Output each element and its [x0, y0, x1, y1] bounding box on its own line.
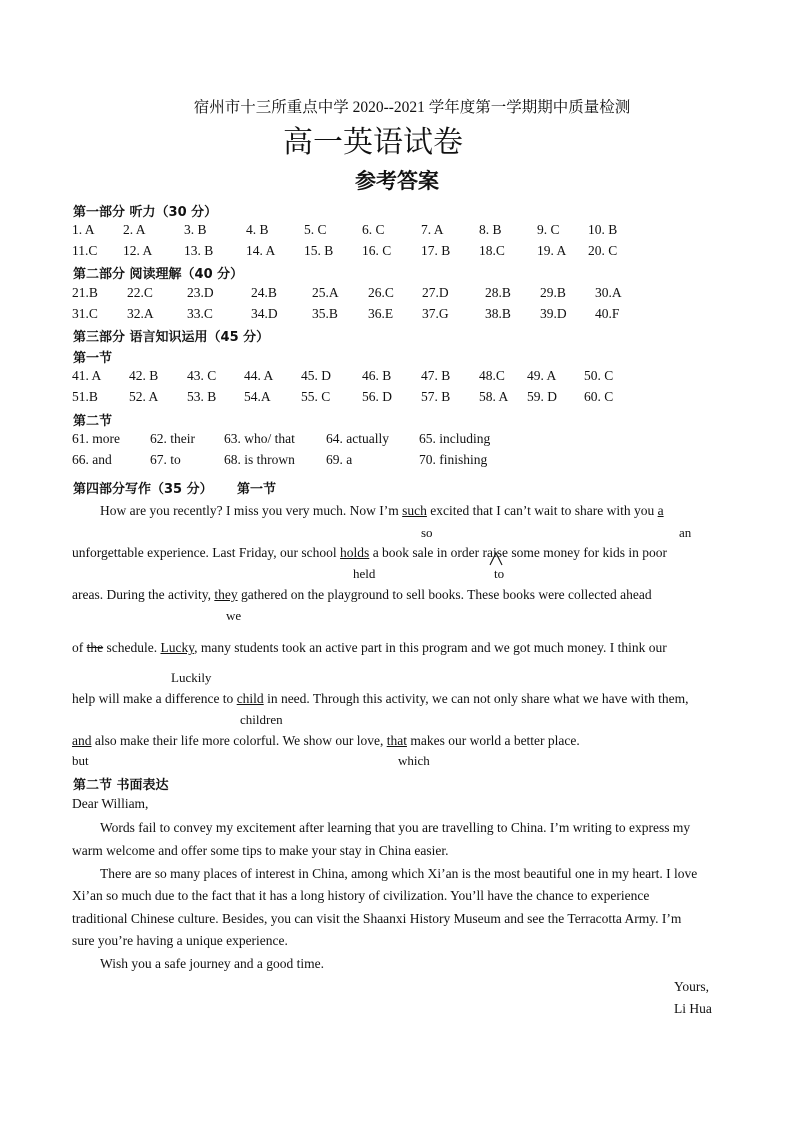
letter-closing: Yours,	[674, 979, 710, 994]
answer-item: 55. C	[301, 389, 331, 404]
answer-item: 3. B	[184, 222, 207, 237]
answer-item: 26.C	[368, 285, 394, 300]
correction-word: to	[494, 566, 505, 581]
answer-item: 60. C	[584, 389, 614, 404]
letter-line: sure you’re having a unique experience.	[72, 933, 288, 948]
deleted-word: the	[86, 640, 104, 655]
error-word: and	[72, 733, 92, 748]
insertion-caret-icon	[489, 552, 503, 566]
answer-item: 1. A	[72, 222, 95, 237]
letter-line: There are so many places of interest in China, among which Xi’an is the most beautiful one in my heart. I love	[100, 866, 698, 881]
answer-item: 46. B	[362, 368, 392, 383]
part4-section2-heading: 第二节 书面表达	[73, 778, 169, 793]
part3-section2-heading: 第二节	[73, 414, 113, 429]
answer-item: 69. a	[326, 452, 353, 467]
answer-item: 7. A	[421, 222, 444, 237]
answer-item: 25.A	[312, 285, 339, 300]
answer-item: 62. their	[150, 431, 195, 446]
answer-item: 31.C	[72, 306, 98, 321]
correction-word: so	[421, 525, 433, 540]
answer-item: 41. A	[72, 368, 102, 383]
answer-item: 27.D	[422, 285, 449, 300]
answer-item: 13. B	[184, 243, 214, 258]
answer-item: 23.D	[187, 285, 214, 300]
letter-line: traditional Chinese culture. Besides, you can visit the Shaanxi History Museum and see the Terracotta Army. I’m	[72, 911, 682, 926]
answer-item: 49. A	[527, 368, 557, 383]
answer-item: 42. B	[129, 368, 159, 383]
answer-item: 52. A	[129, 389, 159, 404]
answer-item: 47. B	[421, 368, 451, 383]
answer-item: 61. more	[72, 431, 120, 446]
answer-item: 9. C	[537, 222, 560, 237]
answer-item: 2. A	[123, 222, 146, 237]
answer-item: 6. C	[362, 222, 385, 237]
correction-word: we	[226, 608, 242, 623]
answer-item: 20. C	[588, 243, 618, 258]
correction-line-4: of the schedule. Lucky, many students took an active part in this program and we got much money. I think our	[72, 640, 667, 655]
error-word: child	[236, 691, 264, 706]
answer-item: 12. A	[123, 243, 153, 258]
answer-item: 5. C	[304, 222, 327, 237]
answer-item: 58. A	[479, 389, 509, 404]
letter-line: warm welcome and offer some tips to make your stay in China easier.	[72, 843, 449, 858]
answer-item: 17. B	[421, 243, 451, 258]
answer-item: 56. D	[362, 389, 392, 404]
answer-item: 70. finishing	[419, 452, 488, 467]
school-exam-line: 宿州市十三所重点中学 2020--2021 学年度第一学期期中质量检测	[193, 99, 631, 116]
part3-section1-heading: 第一节	[73, 351, 113, 366]
page-subtitle: 参考答案	[355, 169, 439, 193]
answer-item: 15. B	[304, 243, 334, 258]
answer-item: 4. B	[246, 222, 269, 237]
part4-section1-heading: 第一节	[237, 482, 277, 497]
answer-item: 67. to	[150, 452, 181, 467]
correction-word: children	[240, 712, 283, 727]
answer-item: 45. D	[301, 368, 331, 383]
part4-heading: 第四部分写作（35 分）	[73, 482, 213, 497]
correction-word: but	[72, 753, 89, 768]
answer-item: 30.A	[595, 285, 622, 300]
part2-heading: 第二部分 阅读理解（40 分）	[73, 267, 244, 282]
answer-item: 59. D	[527, 389, 557, 404]
letter-line: Xi’an so much due to the fact that it has a long history of civilization. You’ll have the chance to experience	[72, 888, 650, 903]
answer-item: 50. C	[584, 368, 614, 383]
answer-item: 51.B	[72, 389, 98, 404]
error-word: a	[657, 503, 664, 518]
answer-item: 39.D	[540, 306, 567, 321]
error-word: such	[402, 503, 427, 518]
answer-item: 29.B	[540, 285, 566, 300]
answer-item: 22.C	[127, 285, 153, 300]
letter-line: Words fail to convey my excitement after learning that you are travelling to China. I’m writing to express my	[100, 820, 691, 835]
answer-item: 35.B	[312, 306, 338, 321]
answer-item: 24.B	[251, 285, 277, 300]
error-word: Lucky	[160, 640, 195, 655]
letter-greeting: Dear William,	[72, 796, 149, 811]
answer-item: 65. including	[419, 431, 491, 446]
answer-item: 14. A	[246, 243, 276, 258]
answer-item: 34.D	[251, 306, 278, 321]
error-word: that	[386, 733, 407, 748]
answer-item: 10. B	[588, 222, 618, 237]
correction-line-2: unforgettable experience. Last Friday, our school holds a book sale in order raise some money for kids in poor	[72, 545, 667, 560]
correction-word: Luckily	[171, 670, 212, 685]
correction-line-3: areas. During the activity, they gathered on the playground to sell books. These books were collected ahead	[72, 587, 652, 602]
answer-item: 8. B	[479, 222, 502, 237]
part3-heading: 第三部分 语言知识运用（45 分）	[73, 330, 270, 345]
answer-item: 33.C	[187, 306, 213, 321]
correction-line-1: How are you recently? I miss you very much. Now I’m such excited that I can’t wait to share with you a	[100, 503, 664, 518]
answer-item: 40.F	[595, 306, 620, 321]
answer-item: 43. C	[187, 368, 217, 383]
answer-item: 44. A	[244, 368, 274, 383]
error-word: holds	[340, 545, 370, 560]
answer-item: 28.B	[485, 285, 511, 300]
answer-item: 19. A	[537, 243, 567, 258]
answer-item: 57. B	[421, 389, 451, 404]
answer-item: 68. is thrown	[224, 452, 295, 467]
answer-item: 37.G	[422, 306, 449, 321]
correction-line-5: help will make a difference to child in need. Through this activity, we can not only share what we have with them,	[72, 691, 689, 706]
answer-item: 66. and	[72, 452, 112, 467]
answer-item: 18.C	[479, 243, 505, 258]
answer-item: 63. who/ that	[224, 431, 295, 446]
correction-line-6: and also make their life more colorful. We show our love, that makes our world a better place.	[72, 733, 580, 748]
answer-item: 36.E	[368, 306, 394, 321]
correction-word: which	[398, 753, 430, 768]
answer-item: 48.C	[479, 368, 505, 383]
answer-item: 21.B	[72, 285, 98, 300]
answer-item: 53. B	[187, 389, 217, 404]
answer-item: 38.B	[485, 306, 511, 321]
error-word: they	[214, 587, 238, 602]
correction-word: an	[679, 525, 692, 540]
answer-item: 54.A	[244, 389, 271, 404]
letter-line: Wish you a safe journey and a good time.	[100, 956, 325, 971]
answer-item: 64. actually	[326, 431, 389, 446]
letter-signature: Li Hua	[674, 1001, 712, 1016]
part1-heading: 第一部分 听力（30 分）	[73, 205, 218, 220]
correction-word: held	[353, 566, 376, 581]
answer-item: 16. C	[362, 243, 392, 258]
page-title: 高一英语试卷	[283, 125, 463, 160]
answer-item: 32.A	[127, 306, 154, 321]
answer-item: 11.C	[72, 243, 98, 258]
